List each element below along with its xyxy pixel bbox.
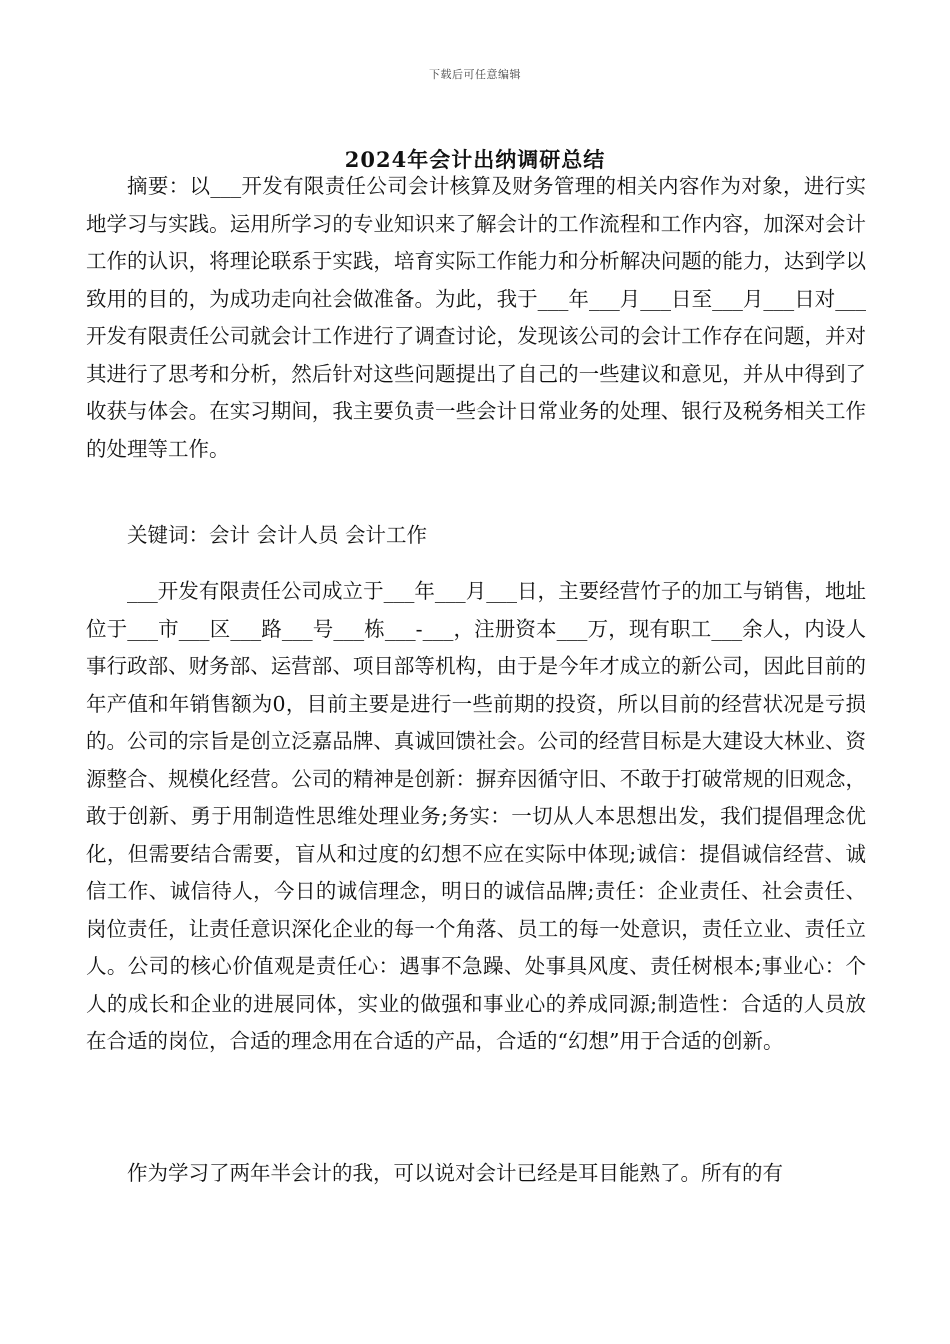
- abstract-paragraph: 摘要：以___开发有限责任公司会计核算及财务管理的相关内容作为对象，进行实地学习与实践。运用所学习的专业知识来了解会计的工作流程和工作内容，加深对会计工作的认识，将理论联系于实践，培育实际工作能力和分析解决问题的能力，达到学以致用的目的，为成功走向社会做准备。为此，我于___年___月___日至___月___日对___开发有限责任公司就会计工作进行了调查讨论，发现该公司的会计工作存在问题，并对其进行了思考和分析，然后针对这些问题提出了自己的一些建议和意见，并从中得到了收获与体会。在实习期间，我主要负责一些会计日常业务的处理、银行及税务相关工作的处理等工作。: [86, 174, 866, 461]
- header-note: 下载后可任意编辑: [429, 68, 521, 81]
- intro-paragraph: 作为学习了两年半会计的我，可以说对会计已经是耳目能熟了。所有的有: [127, 1161, 783, 1185]
- document-title: 2024年会计出纳调研总结: [344, 147, 606, 172]
- company-profile-paragraph: ___开发有限责任公司成立于___年___月___日，主要经营竹子的加工与销售，地址位于___市___区___路___号___栋___-___，注册资本___万，现有职工___余人，内设人事行政部、财务部、运营部、项目部等机构，由于是今年才成立的新公司，因此目前的年产值和年销售额为0，目前主要是进行一些前期的投资，所以目前的经营状况是亏损的。公司的宗旨是创立泛嘉品牌、真诚回馈社会。公司的经营目标是大建设大林业、资源整合、规模化经营。公司的精神是创新：摒弃因循守旧、不敢于打破常规的旧观念，敢于创新、勇于用制造性思维处理业务;务实：一切从人本思想出发，我们提倡理念优化，但需要结合需要，盲从和过度的幻想不应在实际中体现;诚信：提倡诚信经营、诚信工作、诚信待人，今日的诚信理念，明日的诚信品牌;责任：企业责任、社会责任、岗位责任，让责任意识深化企业的每一个角落、员工的每一处意识，责任立业、责任立人。公司的核心价值观是责任心：遇事不急躁、处事具风度、责任树根本;事业心：个人的成长和企业的进展同体，实业的做强和事业心的养成同源;制造性：合适的人员放在合适的岗位，合适的理念用在合适的产品，合适的“幻想”用于合适的创新。: [86, 579, 866, 1053]
- keywords-line: 关键词：会计 会计人员 会计工作: [127, 523, 428, 547]
